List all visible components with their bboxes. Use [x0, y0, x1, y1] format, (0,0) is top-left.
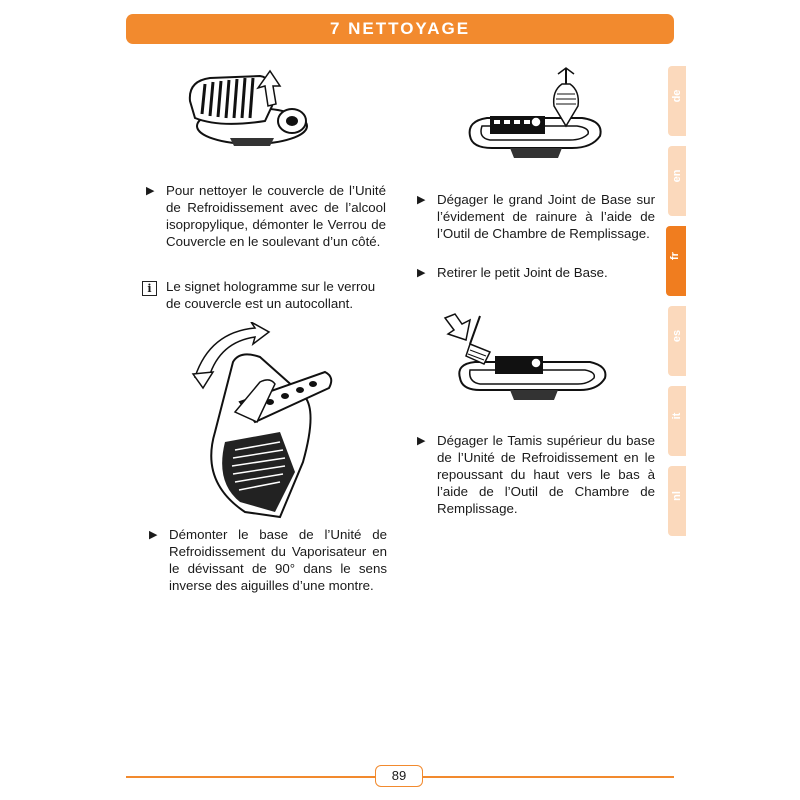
tab-label: nl — [671, 491, 683, 501]
instruction-step — [149, 526, 387, 594]
instruction-step — [417, 191, 655, 242]
step-text: Démonter le base de l’Unité de Refroidissement du Vaporisateur en le dévissant de 90° dans le sens inverse des aiguilles d’une montre. — [169, 527, 387, 593]
instruction-step — [417, 432, 655, 517]
info-icon: i — [142, 281, 157, 296]
step-text: Dégager le Tamis supérieur du base de l’Unité de Refroidissement en le repoussant du haut vers le bas à l’aide de l’Outil de Chambre de Remplissage. — [437, 433, 655, 516]
section-header — [126, 14, 674, 44]
base-twist-illustration — [185, 322, 340, 522]
section-title: 7 NETTOYAGE — [329, 19, 471, 38]
tab-label: fr — [669, 252, 681, 260]
instruction-step — [417, 264, 655, 281]
footer-rule-left — [126, 776, 376, 778]
footer-rule-right — [421, 776, 674, 778]
bullet-arrow-icon: ▶ — [149, 529, 158, 541]
info-note — [142, 278, 390, 312]
tab-language-fr[interactable] — [666, 226, 686, 296]
tab-label: de — [671, 89, 683, 103]
tab-language-es[interactable] — [668, 306, 686, 376]
page-number: 89 — [375, 765, 423, 787]
step-text: Dégager le grand Joint de Base sur l’évidement de rainure à l’aide de l’Outil de Chambre de Remplissage. — [437, 192, 655, 241]
step-text: Pour nettoyer le couvercle de l’Unité de Refroidissement avec de l’alcool isopropylique, démonter le Verrou de Couvercle en le soulevant d’un côté. — [166, 183, 386, 249]
bullet-arrow-icon: ▶ — [146, 185, 155, 197]
cooling-unit-lid-illustration — [180, 66, 320, 156]
step-text: Retirer le petit Joint de Base. — [437, 265, 608, 280]
tab-label: it — [671, 412, 683, 420]
base-seal-illustration — [462, 66, 607, 166]
tab-label: es — [671, 329, 683, 343]
tab-language-nl[interactable] — [668, 466, 686, 536]
upper-screen-illustration — [440, 306, 610, 411]
bullet-arrow-icon: ▶ — [417, 435, 426, 447]
tab-label: en — [671, 169, 683, 183]
bullet-arrow-icon: ▶ — [417, 267, 426, 279]
tab-language-en[interactable] — [668, 146, 686, 216]
tab-language-it[interactable] — [668, 386, 686, 456]
instruction-step — [146, 182, 386, 250]
bullet-arrow-icon: ▶ — [417, 194, 426, 206]
note-text: Le signet hologramme sur le verrou de couvercle est un autocollant. — [166, 279, 376, 311]
tab-language-de[interactable] — [668, 66, 686, 136]
